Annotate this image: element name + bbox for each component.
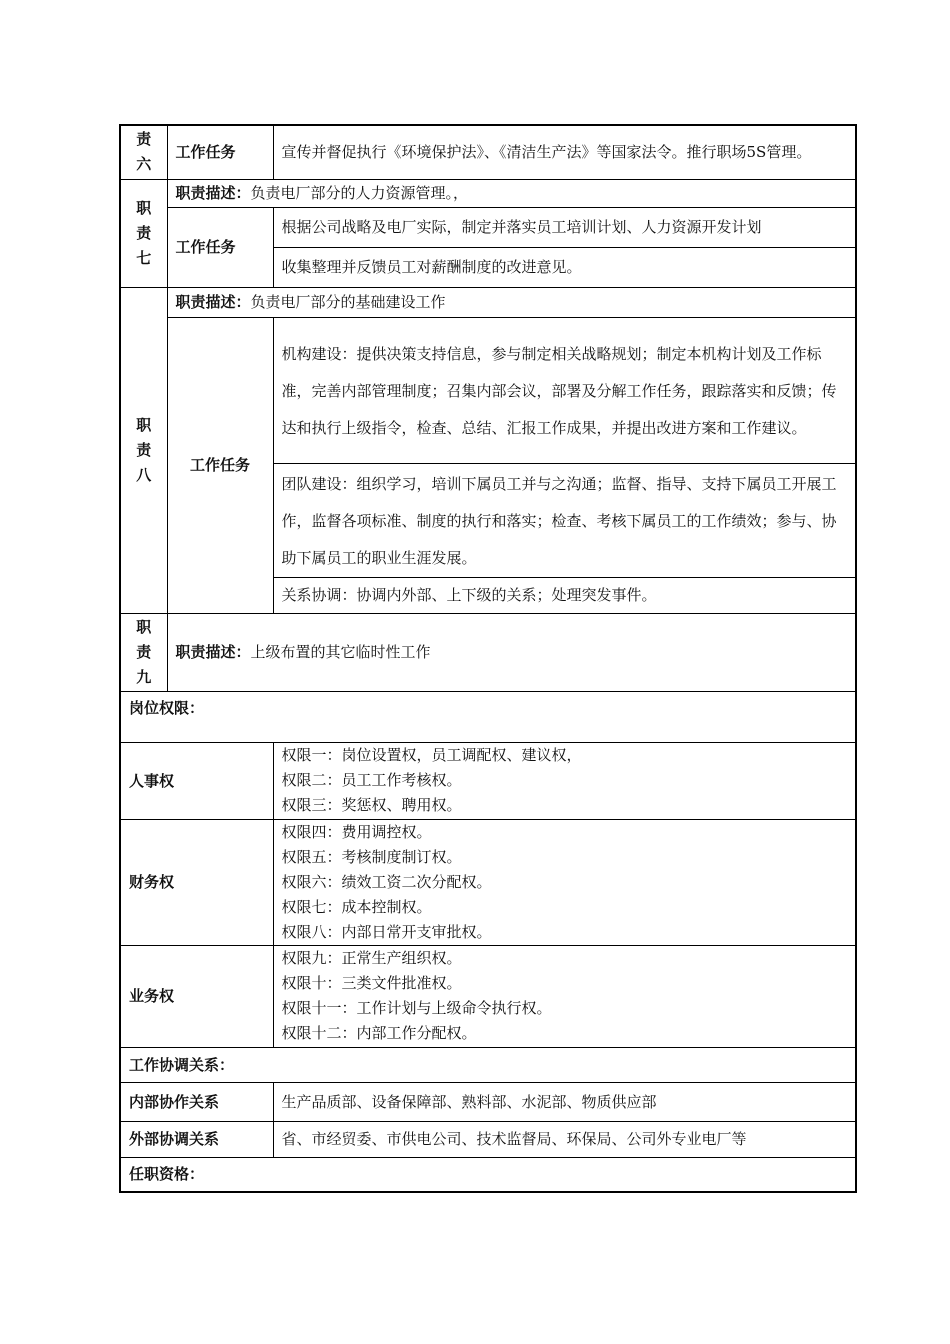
duty-9-label: 职 责 九 xyxy=(120,613,167,691)
duty-7-task-row xyxy=(120,207,856,247)
coordination-external-row xyxy=(120,1121,856,1157)
duty-9-row xyxy=(120,613,856,691)
duty-7-task-label: 工作任务 xyxy=(167,207,273,287)
qualification-heading-row xyxy=(120,1157,856,1192)
duty-7-task-2: 收集整理并反馈员工对薪酬制度的改进意见。 xyxy=(273,247,856,287)
duty-8-description: 职责描述：负责电厂部分的基础建设工作 xyxy=(167,287,856,317)
authority-finance-row xyxy=(120,819,856,945)
duty-8-label: 职 责 八 xyxy=(120,287,167,613)
duty-8-task-2: 团队建设：组织学习，培训下属员工并与之沟通；监督、指导、支持下属员工开展工作，监督各项标准、制度的执行和落实；检查、考核下属员工的工作绩效；参与、协助下属员工的职业生涯发展。 xyxy=(273,463,856,577)
coordination-heading: 工作协调关系： xyxy=(120,1047,856,1082)
authority-personnel-label: 人事权 xyxy=(120,742,273,819)
authority-heading: 岗位权限： xyxy=(120,691,856,742)
duty-8-task-row xyxy=(120,317,856,463)
coordination-internal-label: 内部协作关系 xyxy=(120,1082,273,1121)
coordination-internal-row xyxy=(120,1082,856,1121)
duty-9-description: 职责描述：上级布置的其它临时性工作 xyxy=(167,613,856,691)
authority-heading-row xyxy=(120,691,856,742)
coordination-internal-text: 生产品质部、设备保障部、熟料部、水泥部、物质供应部 xyxy=(273,1082,856,1121)
duty-6-task-row xyxy=(120,125,856,179)
duty-7-description: 职责描述：负责电厂部分的人力资源管理。， xyxy=(167,179,856,207)
qualification-heading: 任职资格： xyxy=(120,1157,856,1192)
coordination-external-label: 外部协调关系 xyxy=(120,1121,273,1157)
duty-7-label: 职 责 七 xyxy=(120,179,167,287)
authority-business-row xyxy=(120,945,856,1047)
duty-7-desc-row xyxy=(120,179,856,207)
duty-8-task-label: 工作任务 xyxy=(167,317,273,613)
authority-finance-label: 财务权 xyxy=(120,819,273,945)
duty-6-task-text: 宣传并督促执行《环境保护法》、《清洁生产法》等国家法令。推行职场5S管理。 xyxy=(273,125,856,179)
duty-8-task-3: 关系协调：协调内外部、上下级的关系；处理突发事件。 xyxy=(273,577,856,613)
duty-8-desc-row xyxy=(120,287,856,317)
authority-business-label: 业务权 xyxy=(120,945,273,1047)
coordination-external-text: 省、市经贸委、市供电公司、技术监督局、环保局、公司外专业电厂等 xyxy=(273,1121,856,1157)
job-description-table xyxy=(119,124,857,1193)
coordination-heading-row xyxy=(120,1047,856,1082)
duty-7-task-1: 根据公司战略及电厂实际，制定并落实员工培训计划、人力资源开发计划 xyxy=(273,207,856,247)
authority-personnel-items: 权限一：岗位设置权，员工调配权、建议权， 权限二：员工工作考核权。 权限三：奖惩权、聘用权。 xyxy=(273,742,856,819)
duty-8-task-1: 机构建设：提供决策支持信息，参与制定相关战略规划；制定本机构计划及工作标准，完善内部管理制度；召集内部会议，部署及分解工作任务，跟踪落实和反馈；传达和执行上级指令，检查、总结、汇报工作成果，并提出改进方案和工作建议。 xyxy=(273,317,856,463)
authority-business-items: 权限九：正常生产组织权。 权限十：三类文件批准权。 权限十一：工作计划与上级命令执行权。 权限十二：内部工作分配权。 xyxy=(273,945,856,1047)
duty-6-label: 责 六 xyxy=(120,125,167,179)
authority-personnel-row xyxy=(120,742,856,819)
duty-6-task-label: 工作任务 xyxy=(167,125,273,179)
authority-finance-items: 权限四：费用调控权。 权限五：考核制度制订权。 权限六：绩效工资二次分配权。 权限七：成本控制权。 权限八：内部日常开支审批权。 xyxy=(273,819,856,945)
